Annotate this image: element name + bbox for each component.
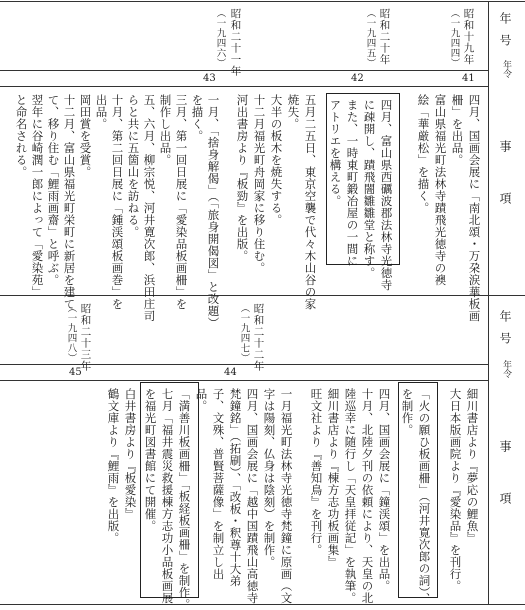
entry-1948-line: 品。 [194, 388, 209, 412]
entry-1948-line: 四月、国画会展に「越中国蹟飛山高徳寺 [245, 388, 260, 604]
year-1945-western: （一九四五） [364, 8, 376, 68]
header-age: 年令 [501, 60, 511, 78]
entry-1948-boxed-line: 七月「福井震災救援棟方志功小品板画展 [160, 388, 175, 604]
bottom-body-divider [0, 380, 488, 381]
entry-1947-line: 陸巡幸に随行し「天皇拝従記」を執筆。 [343, 388, 358, 604]
entry-1945-boxed-line: アトリエを構える。 [328, 99, 343, 207]
year-1947-era: 昭和二十二年 [252, 303, 265, 372]
entry-1948-line: 字は陽刻、仏身は陰刻）を制作。 [262, 388, 277, 568]
entry-1945-boxed-line: また、一時東町鍛冶屋の一間に [345, 99, 360, 267]
header-events: 事項 [498, 140, 512, 244]
year-1944-western: （一九四四） [448, 8, 460, 68]
header-age-2: 年令 [501, 360, 511, 378]
entry-1945-boxed-line: に疎開し、蹟飛闇雛雛堂と称す。 [362, 99, 377, 279]
entry-1947-right-line: 大日本版画院より『愛染品』を刊行。 [448, 388, 463, 592]
entry-1947-line: 旺文社より『善知鳥』を刊行。 [309, 388, 324, 556]
entry-1947-line: 細川書店より『棟方志功板画集』 [326, 388, 341, 568]
entry-1946-line: を描く。 [190, 94, 205, 142]
entry-1948-tail-line: 白井書房より『板愛染』 [123, 388, 138, 520]
age-42: 42 [351, 73, 364, 84]
entry-1948-line: 子、文殊、普賢菩薩像」を制立し出 [211, 388, 226, 580]
entry-1947-boxed-line: を制作。 [400, 388, 415, 436]
entry-1946-line: 翌年に谷崎潤一郎によって「愛染苑」 [30, 94, 45, 298]
entry-1945-line: 河出書房より『板勁』を出版。 [235, 94, 250, 262]
entry-1948-line: 一月福光町法林寺光徳寺梵鐘に原画（文 [279, 388, 294, 604]
age-44: 44 [224, 367, 237, 378]
entry-1948-boxed-line: を福光町図書館にて開催。 [143, 388, 158, 532]
header-year: 年号 [498, 12, 512, 56]
bottom-age-divider [0, 364, 488, 365]
entry-1944-line: 柵」を出品。 [450, 94, 465, 166]
entry-1947-line: 四月、国画会展に「鐘渓頌」を出品。 [377, 388, 392, 592]
year-1946-western: （一九四六） [214, 8, 226, 68]
bottom-border [0, 604, 525, 605]
entry-1944-line: 四月、国画会展に「南北頌・万朶涙華板画 [467, 94, 482, 322]
entry-1948-line: 梵鐘銘」（拓刷）、「改板・釈尊十大弟 [228, 388, 243, 587]
entry-1945-line: 大半の板木を焼失する。 [269, 94, 284, 226]
top-border [0, 1, 525, 2]
entry-1948-boxed-line: 「満善川板画柵」「板経板画柵」を制作。 [177, 388, 192, 610]
entry-1946-line: 出品。 [94, 94, 109, 130]
entry-1946-line: 三月、第一回日展に「愛染品板画柵」を [174, 94, 189, 310]
header-events-2: 事項 [498, 440, 512, 544]
entry-1946-line: 五、六月、柳宗悦、河井寛次郎、浜田庄司 [142, 94, 157, 322]
age-41: 41 [462, 73, 475, 84]
year-1947-western: （一九四七） [238, 303, 250, 363]
age-45: 45 [69, 367, 82, 378]
year-1946-era: 昭和二十一年 [229, 8, 242, 77]
entry-1946-line: 制作し出品。 [158, 94, 173, 166]
entry-1947-right-line: 細川書店より『夢応の鯉魚』 [465, 388, 480, 544]
entry-1945-line: 焼失。 [286, 94, 301, 130]
year-1944-era: 昭和十九年 [462, 8, 475, 66]
age-43: 43 [203, 73, 216, 84]
entry-1944-line: 絵「華厳松」を描く。 [416, 94, 431, 214]
entry-1944-line: 富山県福光町法林寺蹟飛光徳寺の襖 [433, 94, 448, 286]
entry-1946-line: て、移り住む「鯉雨画齋」と呼ぶ。 [46, 94, 61, 286]
entry-1946-line: 十月、第二回日展に「鍾渓頌板画巻」を [110, 94, 125, 310]
entry-1946-line: 一月、「捨身解偈」（「旅身開偈図」と改題） [206, 94, 221, 329]
entry-1947-boxed-line: 「火の願ひ板画柵」（河井寛次郎の詞）、 [417, 388, 432, 605]
year-1948-western: （一九四八） [65, 303, 77, 363]
entry-1945-line: 五月二五日、東京空襲で代々木山谷の家 [303, 94, 318, 310]
entry-1947-line: 十月、北陸夕刊の依頼により、天皇の北 [360, 388, 375, 604]
entry-1946-line: らと共に五箇山を訪ねる。 [126, 94, 141, 238]
header-year-2: 年号 [498, 310, 512, 354]
year-1945-era: 昭和二十年 [378, 8, 391, 66]
entry-1945-line: 十二月福光町舟岡家に移り住む。 [252, 94, 267, 274]
entry-1946-line: 十二月、富山県福光町栄町に新居を建て [62, 94, 77, 310]
top-age-divider [0, 70, 488, 71]
section-divider [0, 295, 525, 296]
entry-1948-tail-line: 鶴文庫より『鯉雨』を出版。 [106, 388, 121, 544]
header-column-divider [488, 1, 489, 604]
year-1948-era: 昭和二十三年 [79, 303, 92, 372]
entry-1946-line: と命名される。 [14, 94, 29, 178]
entry-1945-boxed-line: 四月、富山県西礪波郡法林寺光徳寺 [379, 99, 394, 291]
top-body-divider [0, 86, 488, 87]
entry-1946-line: 岡田賞を受賞。 [78, 94, 93, 178]
